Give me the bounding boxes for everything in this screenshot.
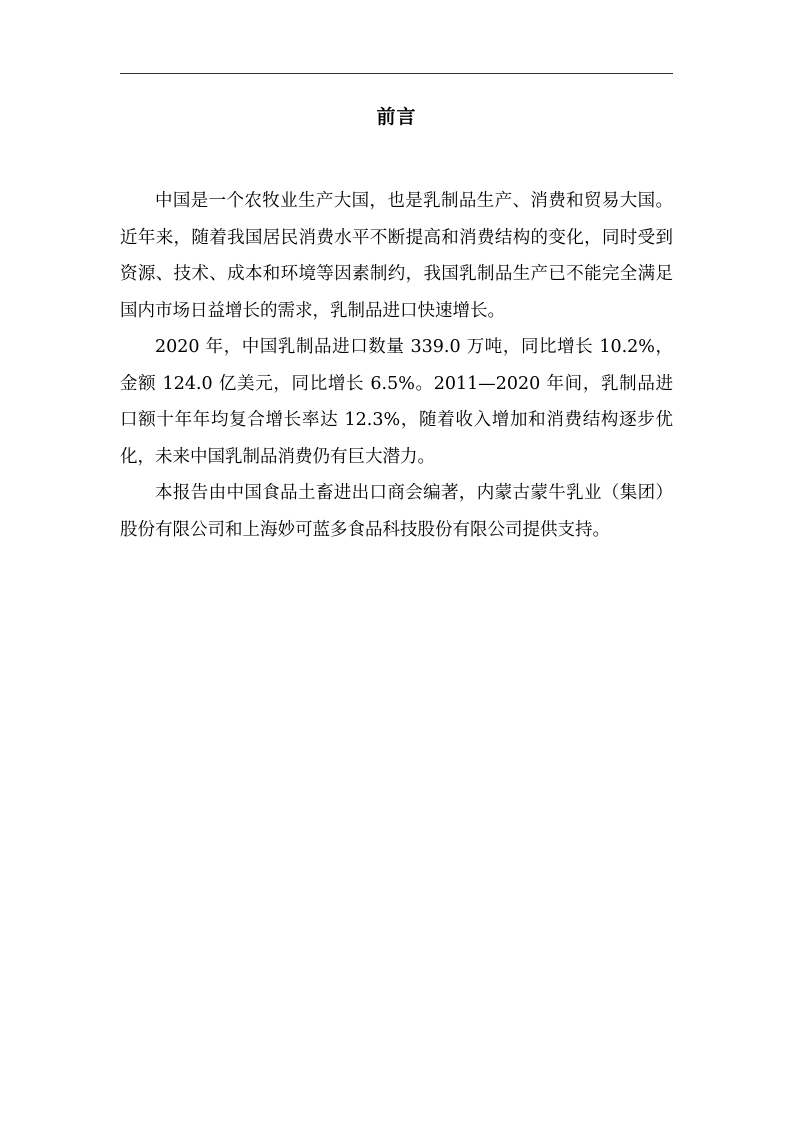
paragraph-3: 本报告由中国食品土畜进出口商会编著，内蒙古蒙牛乳业（集团）股份有限公司和上海妙可蓝多食品科技股份有限公司提供支持。 xyxy=(120,483,673,540)
page-title: 前言 xyxy=(376,106,417,128)
paragraph-1: 中国是一个农牧业生产大国，也是乳制品生产、消费和贸易大国。近年来，随着我国居民消费水平不断提高和消费结构的变化，同时受到资源、技术、成本和环境等因素制约，我国乳制品生产已不能完全满足国内市场日益增长的需求，乳制品进口快速增长。 xyxy=(120,191,673,321)
body-text xyxy=(120,183,673,548)
header-rule xyxy=(120,73,673,74)
paragraph-2: 2020 年，中国乳制品进口数量 339.0 万吨，同比增长 10.2%，金额 124.0 亿美元，同比增长 6.5%。2011—2020 年间，乳制品进口额十年年均复合增长率达 12.3%，随着收入增加和消费结构逐步优化，未来中国乳制品消费仍有巨大潜力。 xyxy=(120,337,673,467)
